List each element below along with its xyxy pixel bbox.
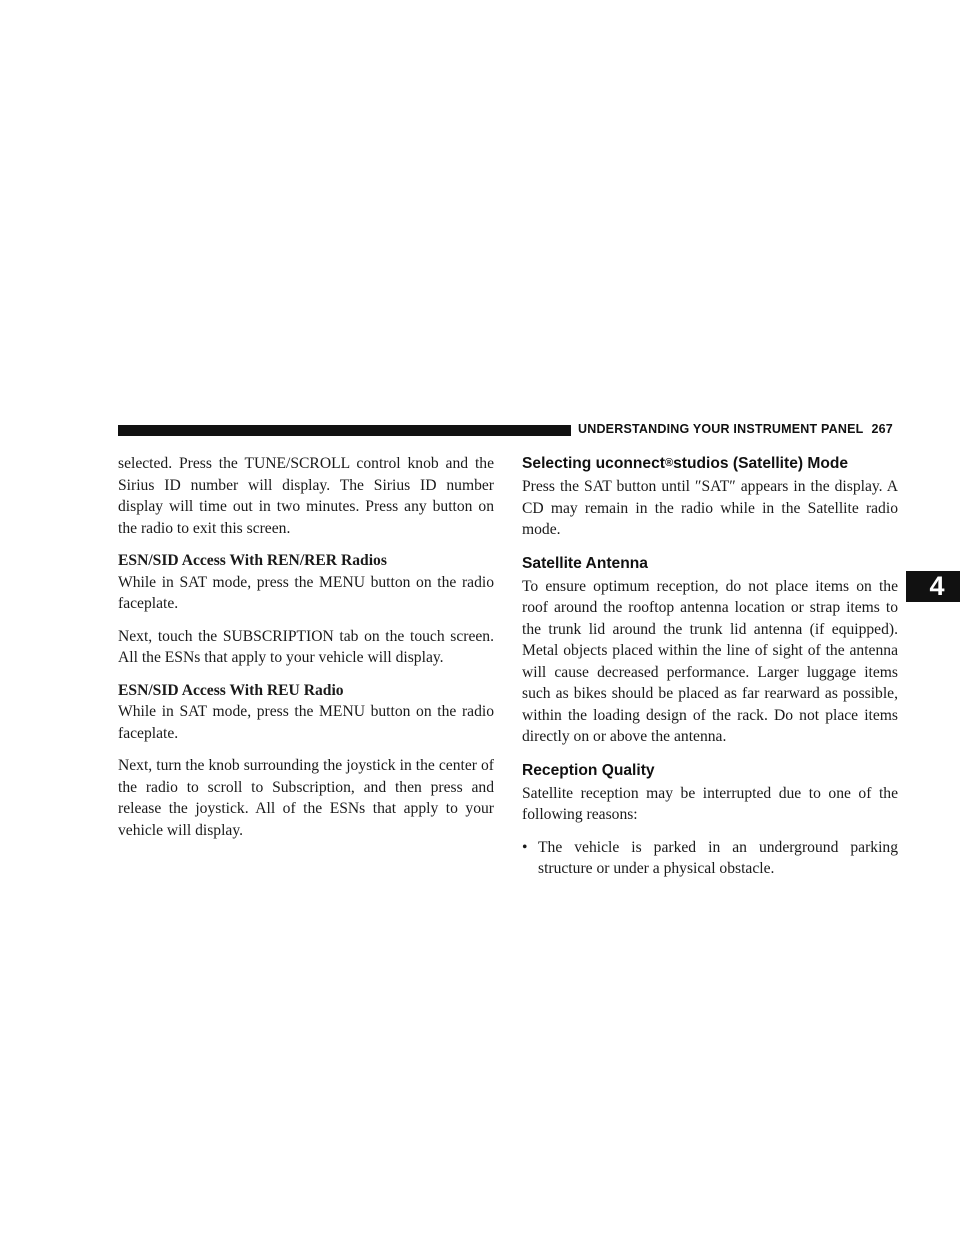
- list-item: • The vehicle is parked in an underground parking structure or under a physical obstacle.: [522, 837, 898, 880]
- running-header: [578, 422, 893, 436]
- paragraph: selected. Press the TUNE/SCROLL control knob and the Sirius ID number will display. The Sirius ID number display will time out in two minutes. Press any button on the radio to exit this screen.: [118, 455, 494, 537]
- heading-reception-quality: Reception Quality: [522, 761, 655, 779]
- paragraph: While in SAT mode, press the MENU button on the radio faceplate.: [118, 573, 494, 612]
- bullet: •: [522, 838, 528, 856]
- left-column: [118, 453, 494, 852]
- section-title: UNDERSTANDING YOUR INSTRUMENT PANEL: [578, 422, 864, 436]
- paragraph: Next, turn the knob surrounding the joystick in the center of the radio to scroll to Subscription, and then press and release the joystick. All of the ESNs that apply to your vehicle will display.: [118, 757, 494, 839]
- subheading-reu: ESN/SID Access With REU Radio: [118, 681, 344, 699]
- subheading-ren-rer: ESN/SID Access With REN/RER Radios: [118, 552, 387, 569]
- paragraph: Press the SAT button until ″SAT″ appears in the display. A CD may remain in the radio while in the Satellite radio mode.: [522, 478, 898, 538]
- right-column: [522, 453, 898, 880]
- heading-selecting-uconnect: Selecting uconnect®studios (Satellite) Mode: [522, 455, 849, 472]
- paragraph: Next, touch the SUBSCRIPTION tab on the touch screen. All the ESNs that apply to your vehicle will display.: [118, 627, 494, 666]
- chapter-tab: 4: [906, 571, 960, 602]
- paragraph: While in SAT mode, press the MENU button on the radio faceplate.: [118, 703, 494, 742]
- paragraph: Satellite reception may be interrupted due to one of the following reasons:: [522, 784, 898, 823]
- page-number: 267: [871, 422, 893, 436]
- paragraph: To ensure optimum reception, do not place items on the roof around the rooftop antenna location or strap items to the trunk lid around the trunk lid antenna (if equipped). Metal objects placed within the line of sight of the antenna will cause decreased performance. Larger luggage items such as bikes should be placed as far rearward as possible, within the loading design of the rack. Do not place items directly on or above the antenna.: [522, 577, 898, 745]
- heading-satellite-antenna: Satellite Antenna: [522, 554, 648, 572]
- registered-mark: ®: [664, 457, 674, 469]
- header-rule: [118, 425, 571, 436]
